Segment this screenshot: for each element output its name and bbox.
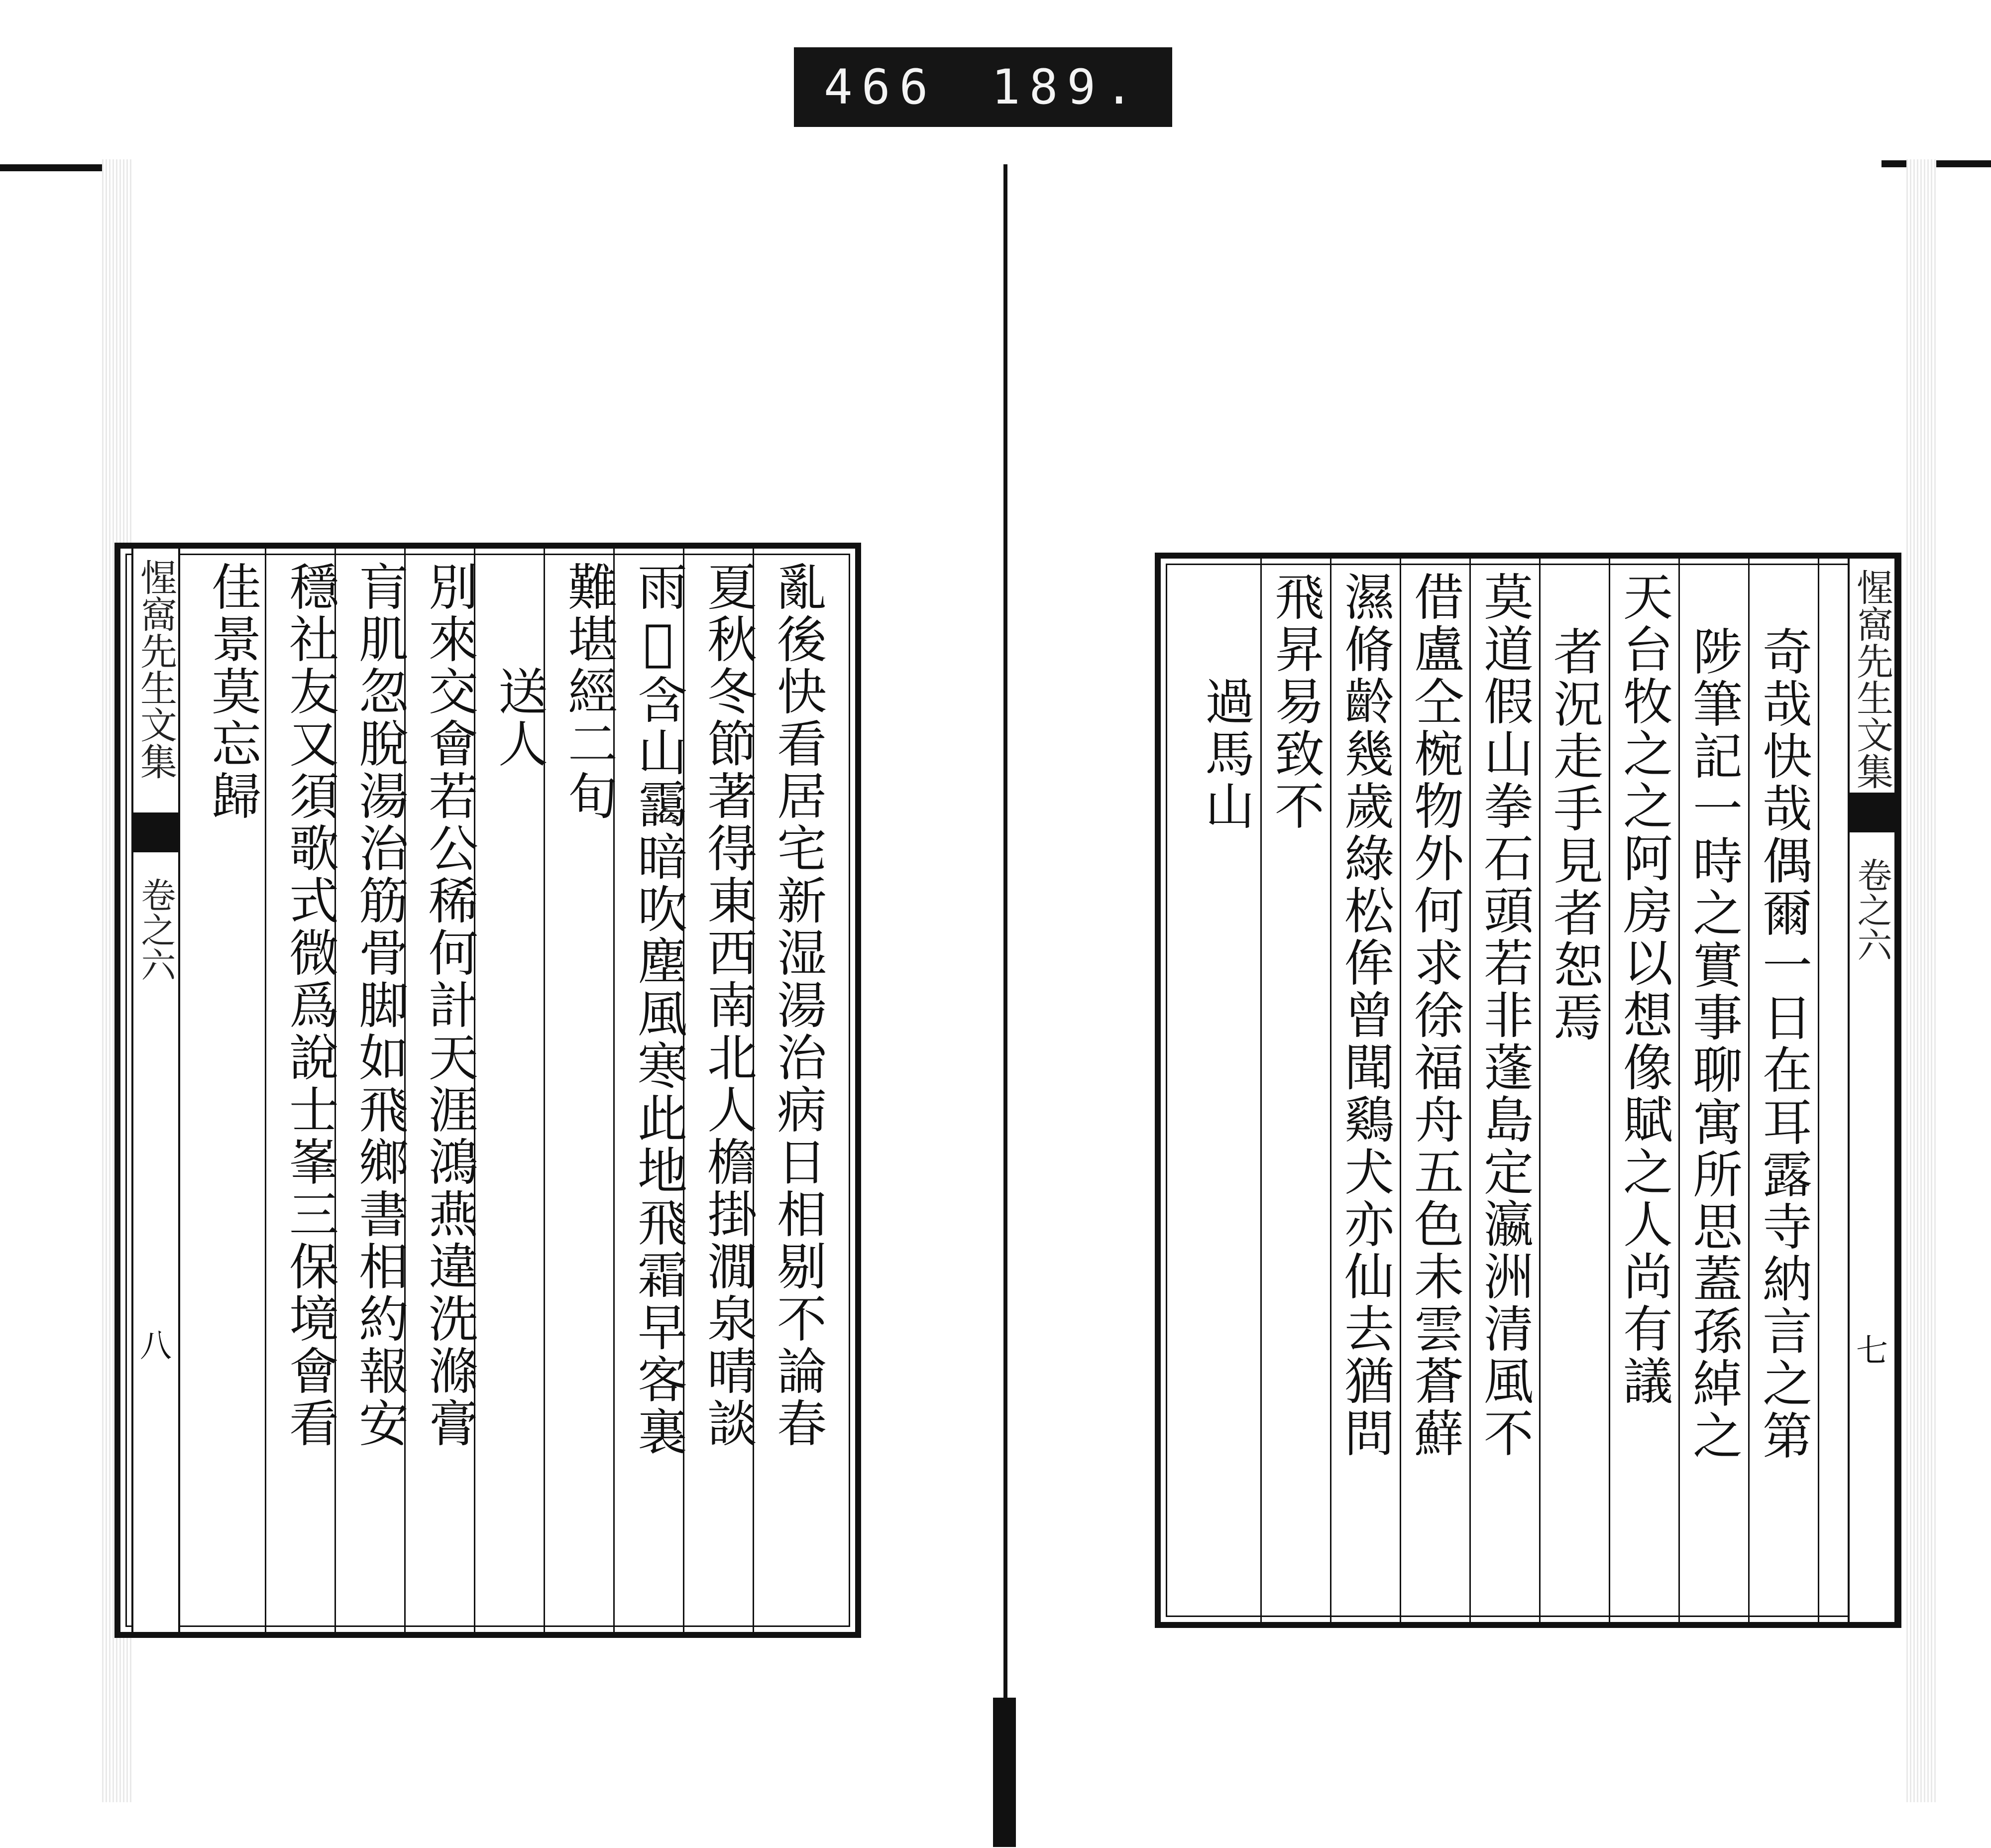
right-page-column-6: 借盧仝椀物外何求徐福舟五色未雲蒼蘚: [1406, 571, 1464, 1460]
left-page-poem-title: 送人: [490, 666, 548, 770]
right-page-number: 七: [1856, 1333, 1888, 1370]
left-page-column-2: 夏秋冬節著得東西南北人檐掛㵎泉晴談: [699, 561, 757, 1450]
left-page-column-3: 雨𦖘含山靄暗吹塵風寒此地飛霜早客裏: [629, 561, 687, 1458]
right-page-column-2: 陟筆記一時之實事聊寓所思蓋孫綽之: [1684, 626, 1743, 1462]
archive-number-left: 466: [824, 59, 937, 115]
right-page-column-5: 莫道假山拳石頭若非蓬島定瀛洲清風不: [1475, 571, 1534, 1460]
left-page-column-8: 穩社友又須歌式微爲說士峯三保境會看: [281, 561, 339, 1450]
book-spine-line: [1003, 164, 1007, 1807]
left-page-collection-title: 惺窩先生文集: [134, 559, 177, 780]
column-rule: [1469, 559, 1471, 1622]
left-page-column-4: 難堪經二旬: [559, 561, 618, 822]
column-rule: [1539, 559, 1541, 1622]
left-page-column-9: 佳景莫忘歸: [203, 561, 261, 822]
archive-number-label: [794, 47, 1172, 127]
left-page-column-1: 亂後快看居宅新湿湯治病日相剔不論春: [769, 561, 827, 1450]
right-page-poem-title: 過馬山: [1197, 676, 1255, 832]
right-page-collection-title: 惺窩先生文集: [1851, 569, 1893, 790]
column-rule: [1260, 559, 1262, 1622]
right-page-column-7: 濕脩齡幾歲綠松侔曾聞鷄犬亦仙去猶問: [1336, 571, 1394, 1460]
right-page-column-1: 奇哉快哉偶爾一日在耳露寺納言之第: [1754, 626, 1812, 1462]
archive-number-right: 189.: [991, 59, 1142, 115]
right-page-column-4: 者況走手見者恕焉: [1545, 626, 1603, 1044]
column-rule: [1330, 559, 1331, 1622]
column-rule: [265, 549, 266, 1632]
right-page-top-edge: [1881, 160, 1991, 167]
right-page-volume-label: 卷之六: [1852, 857, 1892, 962]
right-page-fore-edge: [1848, 559, 1896, 1622]
left-page-text-block: [114, 543, 861, 1638]
column-rule: [1678, 559, 1680, 1622]
right-page-fish-tail-mark: [1850, 793, 1894, 832]
left-page-number: 八: [140, 1328, 172, 1365]
column-rule: [1818, 559, 1819, 1622]
left-page-fore-edge: [131, 549, 180, 1632]
book-spine-foot: [993, 1698, 1016, 1847]
column-rule: [1400, 559, 1401, 1622]
right-page-column-3: 天台牧之之阿房以想像賦之人尚有議: [1615, 571, 1673, 1407]
column-rule: [1748, 559, 1750, 1622]
right-page-column-8: 飛昇易致不: [1266, 571, 1325, 832]
left-page-column-6: 別來交會若公稀何計天涯鴻燕違洗滌膏: [420, 561, 478, 1450]
right-page-text-block: [1155, 553, 1901, 1628]
left-page-volume-label: 卷之六: [135, 877, 176, 982]
column-rule: [1609, 559, 1610, 1622]
right-page-gutter-texture: [1906, 159, 1936, 1802]
left-page-column-7: 肓肌忽脫湯治筋骨脚如飛鄉書相約報安: [350, 561, 409, 1450]
left-page-fish-tail-mark: [133, 812, 178, 852]
